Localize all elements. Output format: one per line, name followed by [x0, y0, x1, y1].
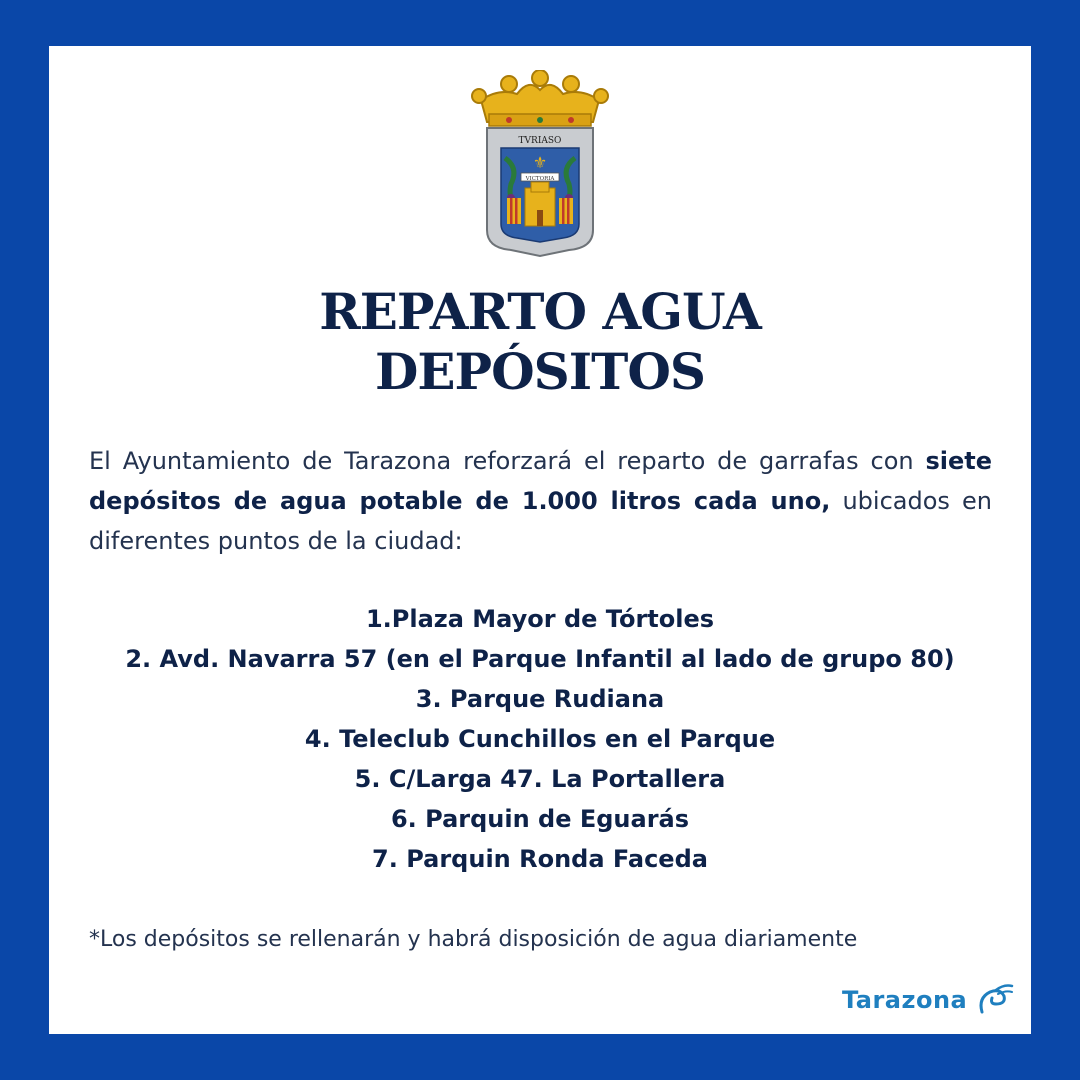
intro-bold-text: siete depósitos de agua potable de 1.000 litros cada uno, — [89, 447, 992, 515]
intro-paragraph — [89, 441, 992, 561]
location-list — [49, 599, 1031, 879]
location-item: 2. Avd. Navarra 57 (en el Parque Infantil al lado de grupo 80) — [125, 645, 955, 673]
intro-text-after: ubicados en diferentes puntos de la ciudad: — [89, 487, 992, 555]
swirl-logo-icon — [976, 982, 1014, 1016]
location-item: 4. Teleclub Cunchillos en el Parque — [304, 725, 776, 753]
title-line-2: DEPÓSITOS — [375, 342, 705, 401]
location-item: 1.Plaza Mayor de Tórtoles — [365, 605, 715, 633]
crown-icon — [472, 70, 608, 126]
announcement-card — [49, 46, 1031, 1034]
tarazona-logo — [842, 980, 1017, 1020]
location-item: 3. Parque Rudiana — [415, 685, 665, 713]
svg-text:⚜: ⚜ — [532, 153, 548, 172]
crest-top-text: TVRIASO — [518, 136, 562, 146]
location-item: 7. Parquin Ronda Faceda — [372, 845, 708, 873]
footnote: *Los depósitos se rellenarán y habrá disposición de agua diariamente — [89, 927, 858, 952]
intro-text-before: El Ayuntamiento de Tarazona reforzará el reparto de garrafas con — [89, 447, 926, 475]
location-item: 5. C/Larga 47. La Portallera — [354, 765, 726, 793]
crest-banner-text: VICTORIA — [525, 176, 555, 182]
location-item: 6. Parquin de Eguarás — [390, 805, 690, 833]
page-title — [49, 282, 1031, 402]
tarazona-coat-of-arms-icon — [459, 70, 621, 262]
title-line-1: REPARTO AGUA — [319, 282, 761, 341]
logo-wordmark: Tarazona — [842, 986, 968, 1014]
